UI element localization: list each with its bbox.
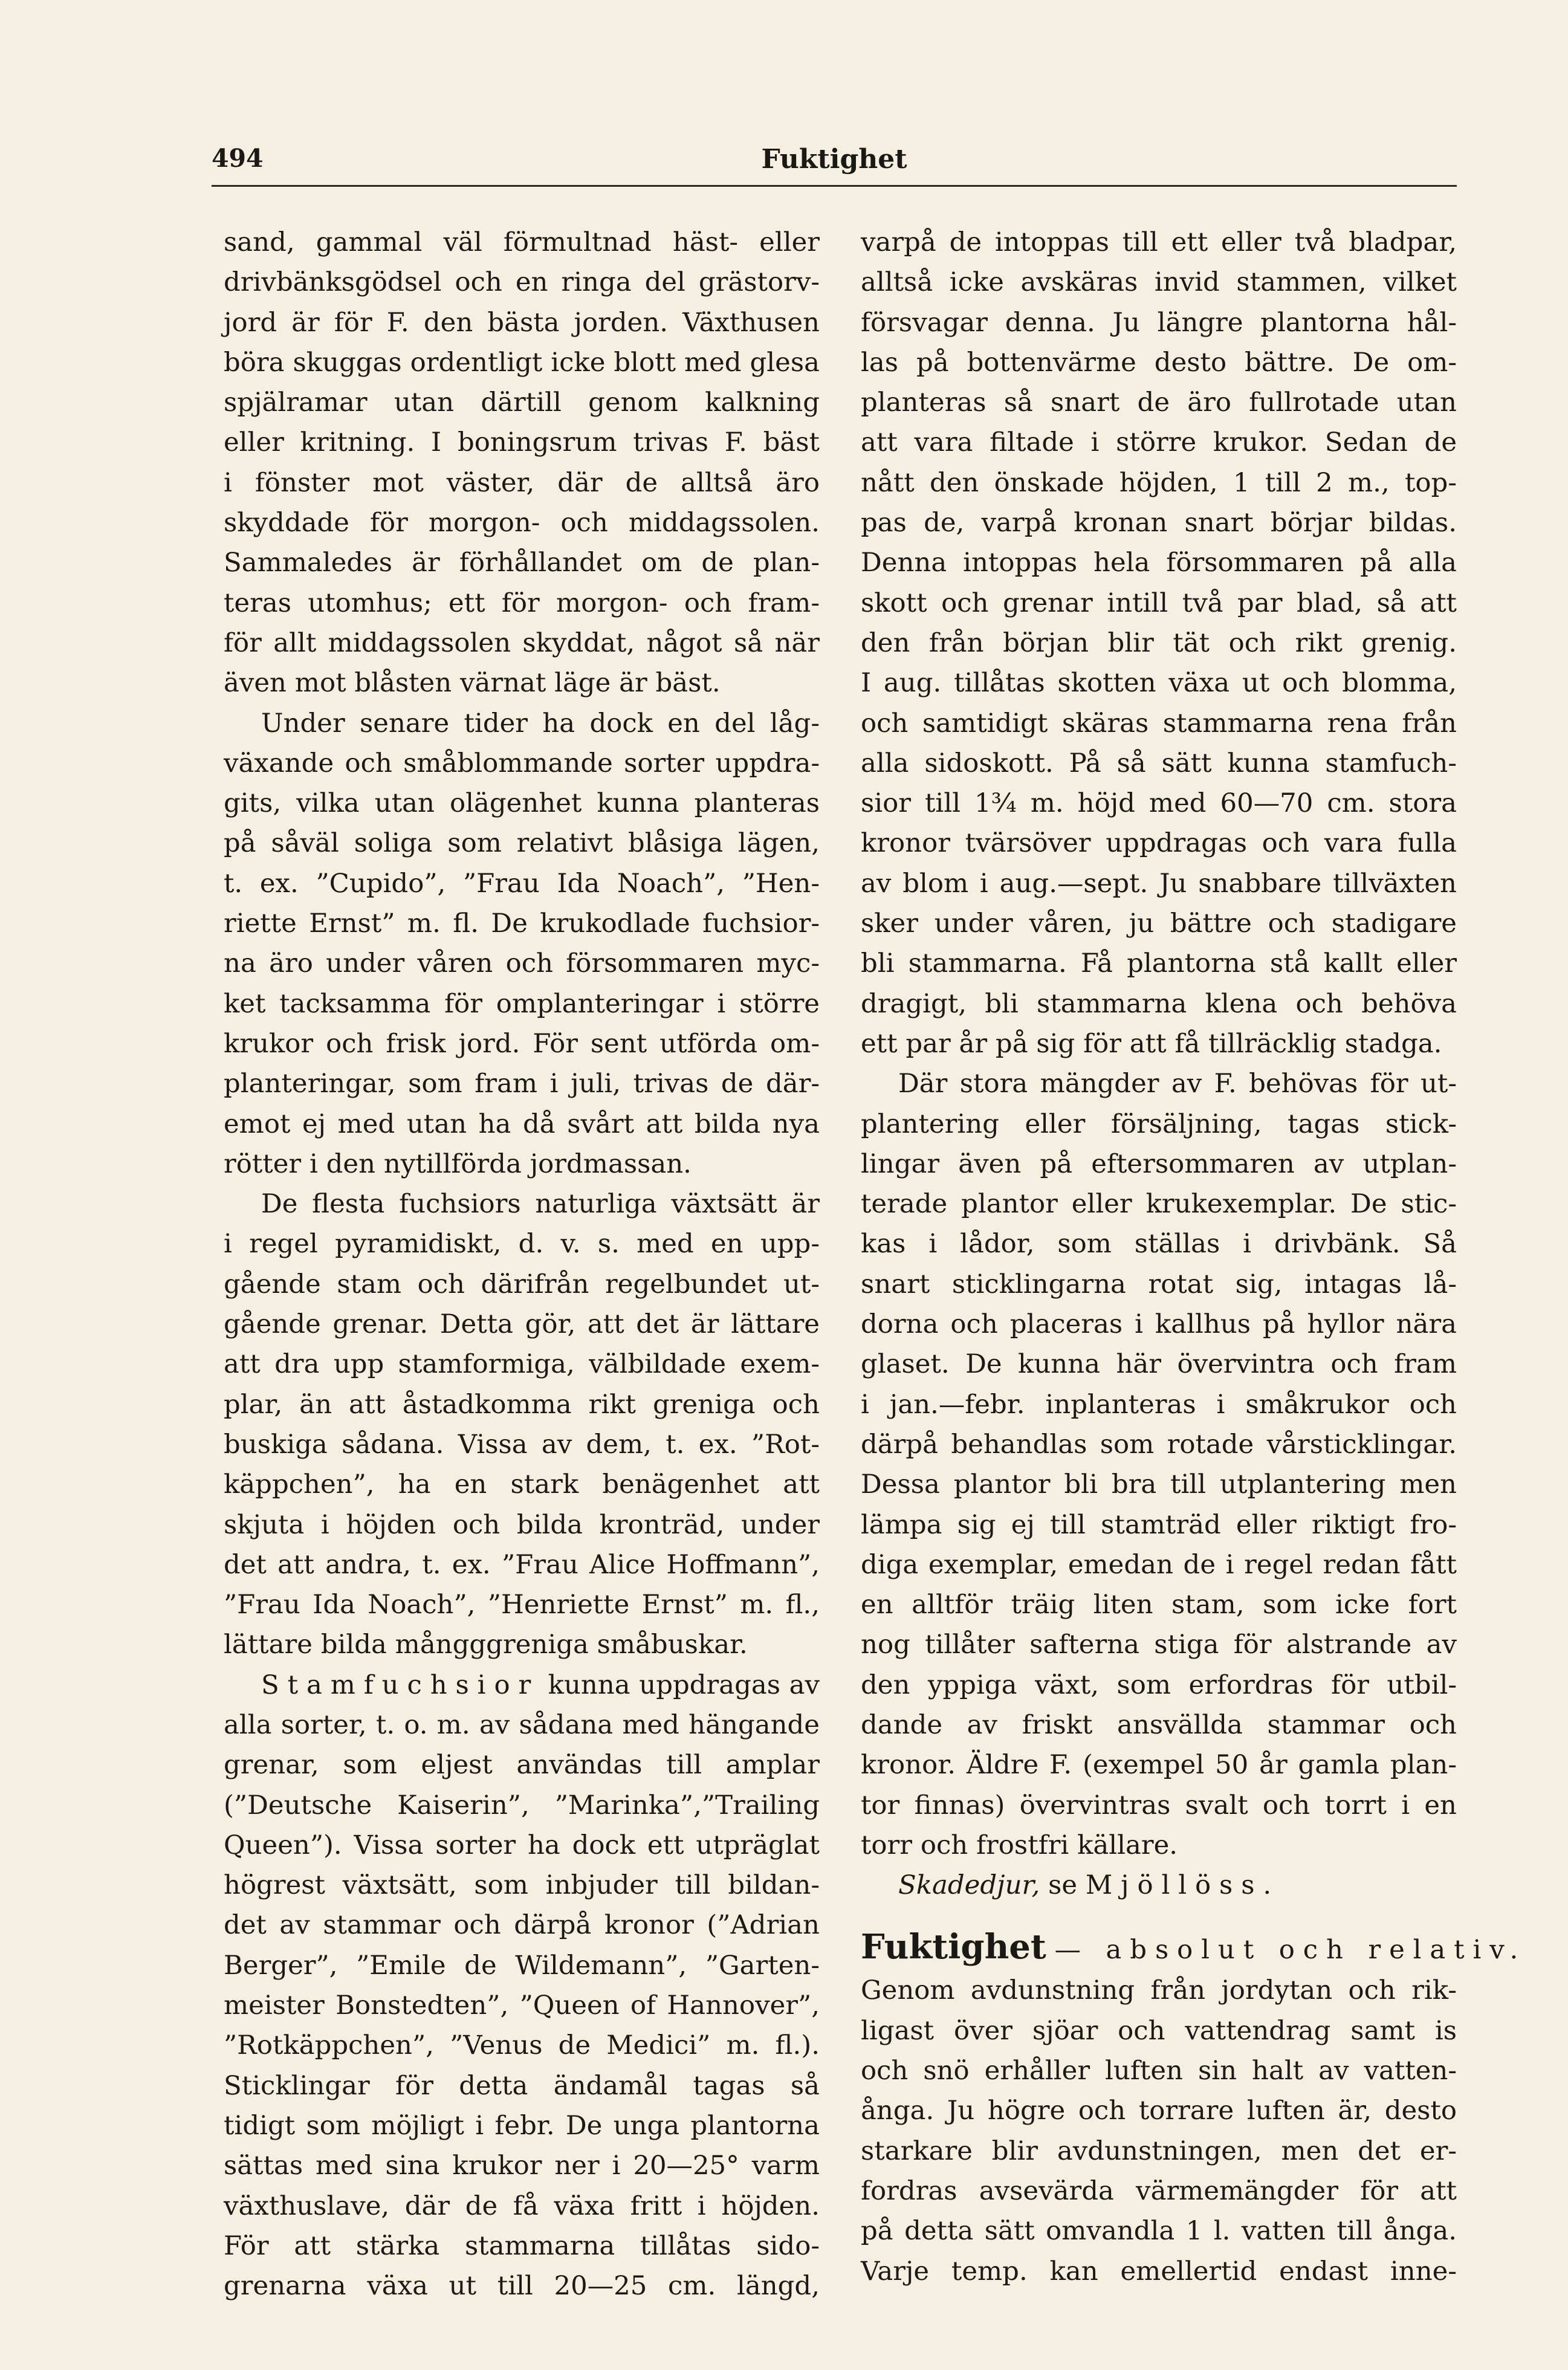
- text-run: se: [1048, 1870, 1078, 1901]
- text-line: emot ej med utan ha då svårt att bilda nya: [224, 1109, 820, 1139]
- text-line: den yppiga växt, som erfordras för utbil-: [861, 1669, 1457, 1700]
- text-line: ligast över sjöar och vattendrag samt is: [861, 2015, 1457, 2046]
- text-line: varpå de intoppas till ett eller två bladpar,: [861, 227, 1457, 257]
- text-line: t. ex. ”Cupido”, ”Frau Ida Noach”, ”Hen-: [224, 868, 820, 899]
- text-line: kronor. Äldre F. (exempel 50 år gamla plan-: [861, 1750, 1457, 1781]
- text-line: växande och småblommande sorter uppdra-: [224, 748, 820, 779]
- text-line: jord är för F. den bästa jorden. Växthusen: [224, 307, 820, 338]
- text-line: lämpa sig ej till stamträd eller riktigt fro-: [861, 1509, 1457, 1540]
- text-line: starkare blir avdunstningen, men det er-: [861, 2135, 1457, 2166]
- text-line: plantering eller försäljning, tagas stick-: [861, 1109, 1457, 1139]
- text-line: och snö erhåller luften sin halt av vatten-: [861, 2056, 1457, 2087]
- text-line: sior till 1¾ m. höjd med 60—70 cm. stora: [861, 788, 1457, 819]
- cross-reference-label: Skadedjur,: [898, 1870, 1040, 1901]
- text-line: växthuslave, där de få växa fritt i höjden.: [224, 2190, 820, 2221]
- text-line: en alltför träig liten stam, som icke fort: [861, 1590, 1457, 1620]
- text-line: nått den önskade höjden, 1 till 2 m., top-: [861, 467, 1457, 498]
- text-line: lättare bilda mångggreniga småbuskar.: [224, 1630, 748, 1660]
- text-line: Där stora mängder av F. behövas för ut-: [898, 1069, 1457, 1099]
- header-rule: [212, 185, 1457, 187]
- text-line: gående stam och därifrån regelbundet ut-: [224, 1269, 820, 1300]
- text-line: snart sticklingarna rotat sig, intagas lå-: [861, 1269, 1457, 1300]
- text-line: planteringar, som fram i juli, trivas de där-: [224, 1069, 820, 1099]
- text-line: att vara filtade i större krukor. Sedan de: [861, 427, 1457, 458]
- text-line: att dra upp stamformiga, välbildade exem-: [224, 1349, 820, 1380]
- left-column: [224, 222, 820, 2306]
- text-line: terade plantor eller krukexemplar. De stic-: [861, 1189, 1457, 1220]
- text-line: buskiga sådana. Vissa av dem, t. ex. ”Rot-: [224, 1429, 820, 1460]
- text-line: Dessa plantor bli bra till utplantering men: [861, 1469, 1457, 1500]
- text-line: krukor och frisk jord. För sent utförda om-: [224, 1028, 820, 1059]
- text-line: skott och grenar intill två par blad, så att: [861, 588, 1457, 618]
- text-line: De flesta fuchsiors naturliga växtsätt är: [261, 1189, 820, 1220]
- text-line: kas i lådor, som ställas i drivbänk. Så: [861, 1229, 1457, 1260]
- text-line: riette Ernst” m. fl. De krukodlade fuchsior-: [224, 908, 820, 939]
- text-line: glaset. De kunna här övervintra och fram: [861, 1349, 1457, 1380]
- right-column: [861, 222, 1527, 2291]
- text-line: Berger”, ”Emile de Wildemann”, ”Garten-: [224, 1950, 820, 1981]
- text-line: planteras så snart de äro fullrotade utan: [861, 387, 1457, 418]
- text-line: alla sorter, t. o. m. av sådana med hängande: [224, 1709, 820, 1740]
- text-line: teras utomhus; ett för morgon- och fram-: [224, 588, 820, 618]
- text-line: Under senare tider ha dock en del låg-: [261, 708, 820, 739]
- text-line: För att stärka stammarna tillåtas sido-: [224, 2230, 820, 2261]
- text-line: även mot blåsten värnat läge är bäst.: [224, 668, 721, 699]
- text-line: gits, vilka utan olägenhet kunna planteras: [224, 788, 820, 819]
- text-line: sker under våren, ju bättre och stadigare: [861, 908, 1457, 939]
- text-line: sand, gammal väl förmultnad häst- eller: [224, 227, 820, 257]
- text-line: diga exemplar, emedan de i regel redan fått: [861, 1549, 1457, 1580]
- text-line: Varje temp. kan emellertid endast inne-: [861, 2256, 1457, 2287]
- text-line: i regel pyramidiskt, d. v. s. med en upp-: [224, 1229, 820, 1260]
- text-line: skjuta i höjden och bilda kronträd, under: [224, 1509, 820, 1540]
- text-line: pas de, varpå kronan snart börjar bildas.: [861, 508, 1457, 539]
- text-line: i fönster mot väster, där de alltså äro: [224, 467, 820, 498]
- text-line: ”Frau Ida Noach”, ”Henriette Ernst” m. fl.,: [224, 1590, 820, 1620]
- text-line: Genom avdunstning från jordytan och rik-: [861, 1975, 1457, 2006]
- text-line: (”Deutsche Kaiserin”, ”Marinka”,”Trailing: [224, 1790, 820, 1821]
- text-line: ett par år på sig för att få tillräcklig stadga.: [861, 1028, 1442, 1059]
- text-line: Denna intoppas hela försommaren på alla: [861, 548, 1457, 578]
- text-line: det att andra, t. ex. ”Frau Alice Hoffmann”,: [224, 1549, 820, 1580]
- text-line: dragigt, bli stammarna klena och behöva: [861, 988, 1457, 1019]
- text-line: och samtidigt skäras stammarna rena från: [861, 708, 1457, 739]
- text-line: Sammaledes är förhållandet om de plan-: [224, 548, 820, 578]
- text-line: las på bottenvärme desto bättre. De om-: [861, 347, 1457, 378]
- text-line: ket tacksamma för omplanteringar i större: [224, 988, 820, 1019]
- text-line: na äro under våren och försommaren myc-: [224, 948, 820, 979]
- entry-heading-line: [861, 1923, 1527, 1970]
- text-line: på detta sätt omvandla 1 l. vatten till ånga.: [861, 2216, 1457, 2247]
- page-number: 494: [212, 144, 264, 173]
- text-line: bli stammarna. Få plantorna stå kallt eller: [861, 948, 1457, 979]
- text-line: gående grenar. Detta gör, att det är lättare: [224, 1309, 820, 1340]
- text-line: grenarna växa ut till 20—25 cm. längd,: [224, 2271, 820, 2302]
- text-line: av blom i aug.—sept. Ju snabbare tillväxten: [861, 868, 1457, 899]
- text-line: i jan.—febr. inplanteras i småkrukor och: [861, 1389, 1457, 1420]
- text-line: ånga. Ju högre och torrare luften är, desto: [861, 2096, 1457, 2126]
- text-line: kronor tvärsöver uppdragas och vara fulla: [861, 828, 1457, 859]
- text-line: alltså icke avskäras invid stammen, vilket: [861, 267, 1457, 298]
- text-line: ”Rotkäppchen”, ”Venus de Medici” m. fl.).: [224, 2030, 820, 2061]
- text-line: I aug. tillåtas skotten växa ut och blomma,: [861, 668, 1457, 699]
- spaced-term: Stamfuchsior: [261, 1669, 540, 1700]
- text-run: kunna uppdragas av: [548, 1669, 820, 1700]
- text-line: böra skuggas ordentligt icke blott med glesa: [224, 347, 820, 378]
- entry-subtitle: — absolut och relativ.: [1054, 1935, 1527, 1966]
- page-header: [212, 144, 1457, 180]
- text-line: Queen”). Vissa sorter ha dock ett utpräglat: [224, 1830, 820, 1860]
- text-line: därpå behandlas som rotade vårsticklingar.: [861, 1429, 1457, 1460]
- text-line: tor finnas) övervintras svalt och torrt i en: [861, 1790, 1457, 1821]
- text-line: sättas med sina krukor ner i 20—25° varm: [224, 2151, 820, 2181]
- text-line: den från början blir tät och rikt grenig.: [861, 627, 1457, 658]
- text-line: försvagar denna. Ju längre plantorna hål-: [861, 307, 1457, 338]
- text-line: det av stammar och därpå kronor (”Adrian: [224, 1910, 820, 1941]
- text-line: Sticklingar för detta ändamål tagas så: [224, 2070, 820, 2101]
- text-line: plar, än att åstadkomma rikt greniga och: [224, 1389, 820, 1420]
- text-line: nog tillåter safterna stiga för alstrande av: [861, 1630, 1457, 1660]
- text-line: spjälramar utan därtill genom kalkning: [224, 387, 820, 418]
- entry-headword: Fuktighet: [861, 1927, 1046, 1967]
- text-line: alla sidoskott. På så sätt kunna stamfuch-: [861, 748, 1457, 779]
- text-line: på såväl soliga som relativt blåsiga lägen,: [224, 828, 820, 859]
- text-line: meister Bonstedten”, ”Queen of Hannover”,: [224, 1990, 820, 2021]
- text-line: grenar, som eljest användas till amplar: [224, 1750, 820, 1781]
- text-line: fordras avsevärda värmemängder för att: [861, 2175, 1457, 2206]
- text-line: drivbänksgödsel och en ringa del grästorv-: [224, 267, 820, 298]
- text-line: lingar även på eftersommaren av utplan-: [861, 1148, 1457, 1179]
- text-line: käppchen”, ha en stark benägenhet att: [224, 1469, 820, 1500]
- text-line: [224, 1665, 820, 1705]
- text-line: skyddade för morgon- och middagssolen.: [224, 508, 820, 539]
- text-line: torr och frostfri källare.: [861, 1830, 1178, 1860]
- running-head: Fuktighet: [761, 144, 907, 175]
- cross-reference: [861, 1865, 1457, 1905]
- text-line: för allt middagssolen skyddat, något så när: [224, 627, 820, 658]
- text-line: eller kritning. I boningsrum trivas F. bäst: [224, 427, 820, 458]
- text-line: dande av friskt ansvällda stammar och: [861, 1709, 1457, 1740]
- text-line: tidigt som möjligt i febr. De unga plantorna: [224, 2110, 820, 2141]
- text-line: rötter i den nytillförda jordmassan.: [224, 1148, 692, 1179]
- text-line: dorna och placeras i kallhus på hyllor nära: [861, 1309, 1457, 1340]
- text-line: högrest växtsätt, som inbjuder till bildan-: [224, 1870, 820, 1901]
- cross-reference-target: Mjöllöss.: [1085, 1870, 1280, 1901]
